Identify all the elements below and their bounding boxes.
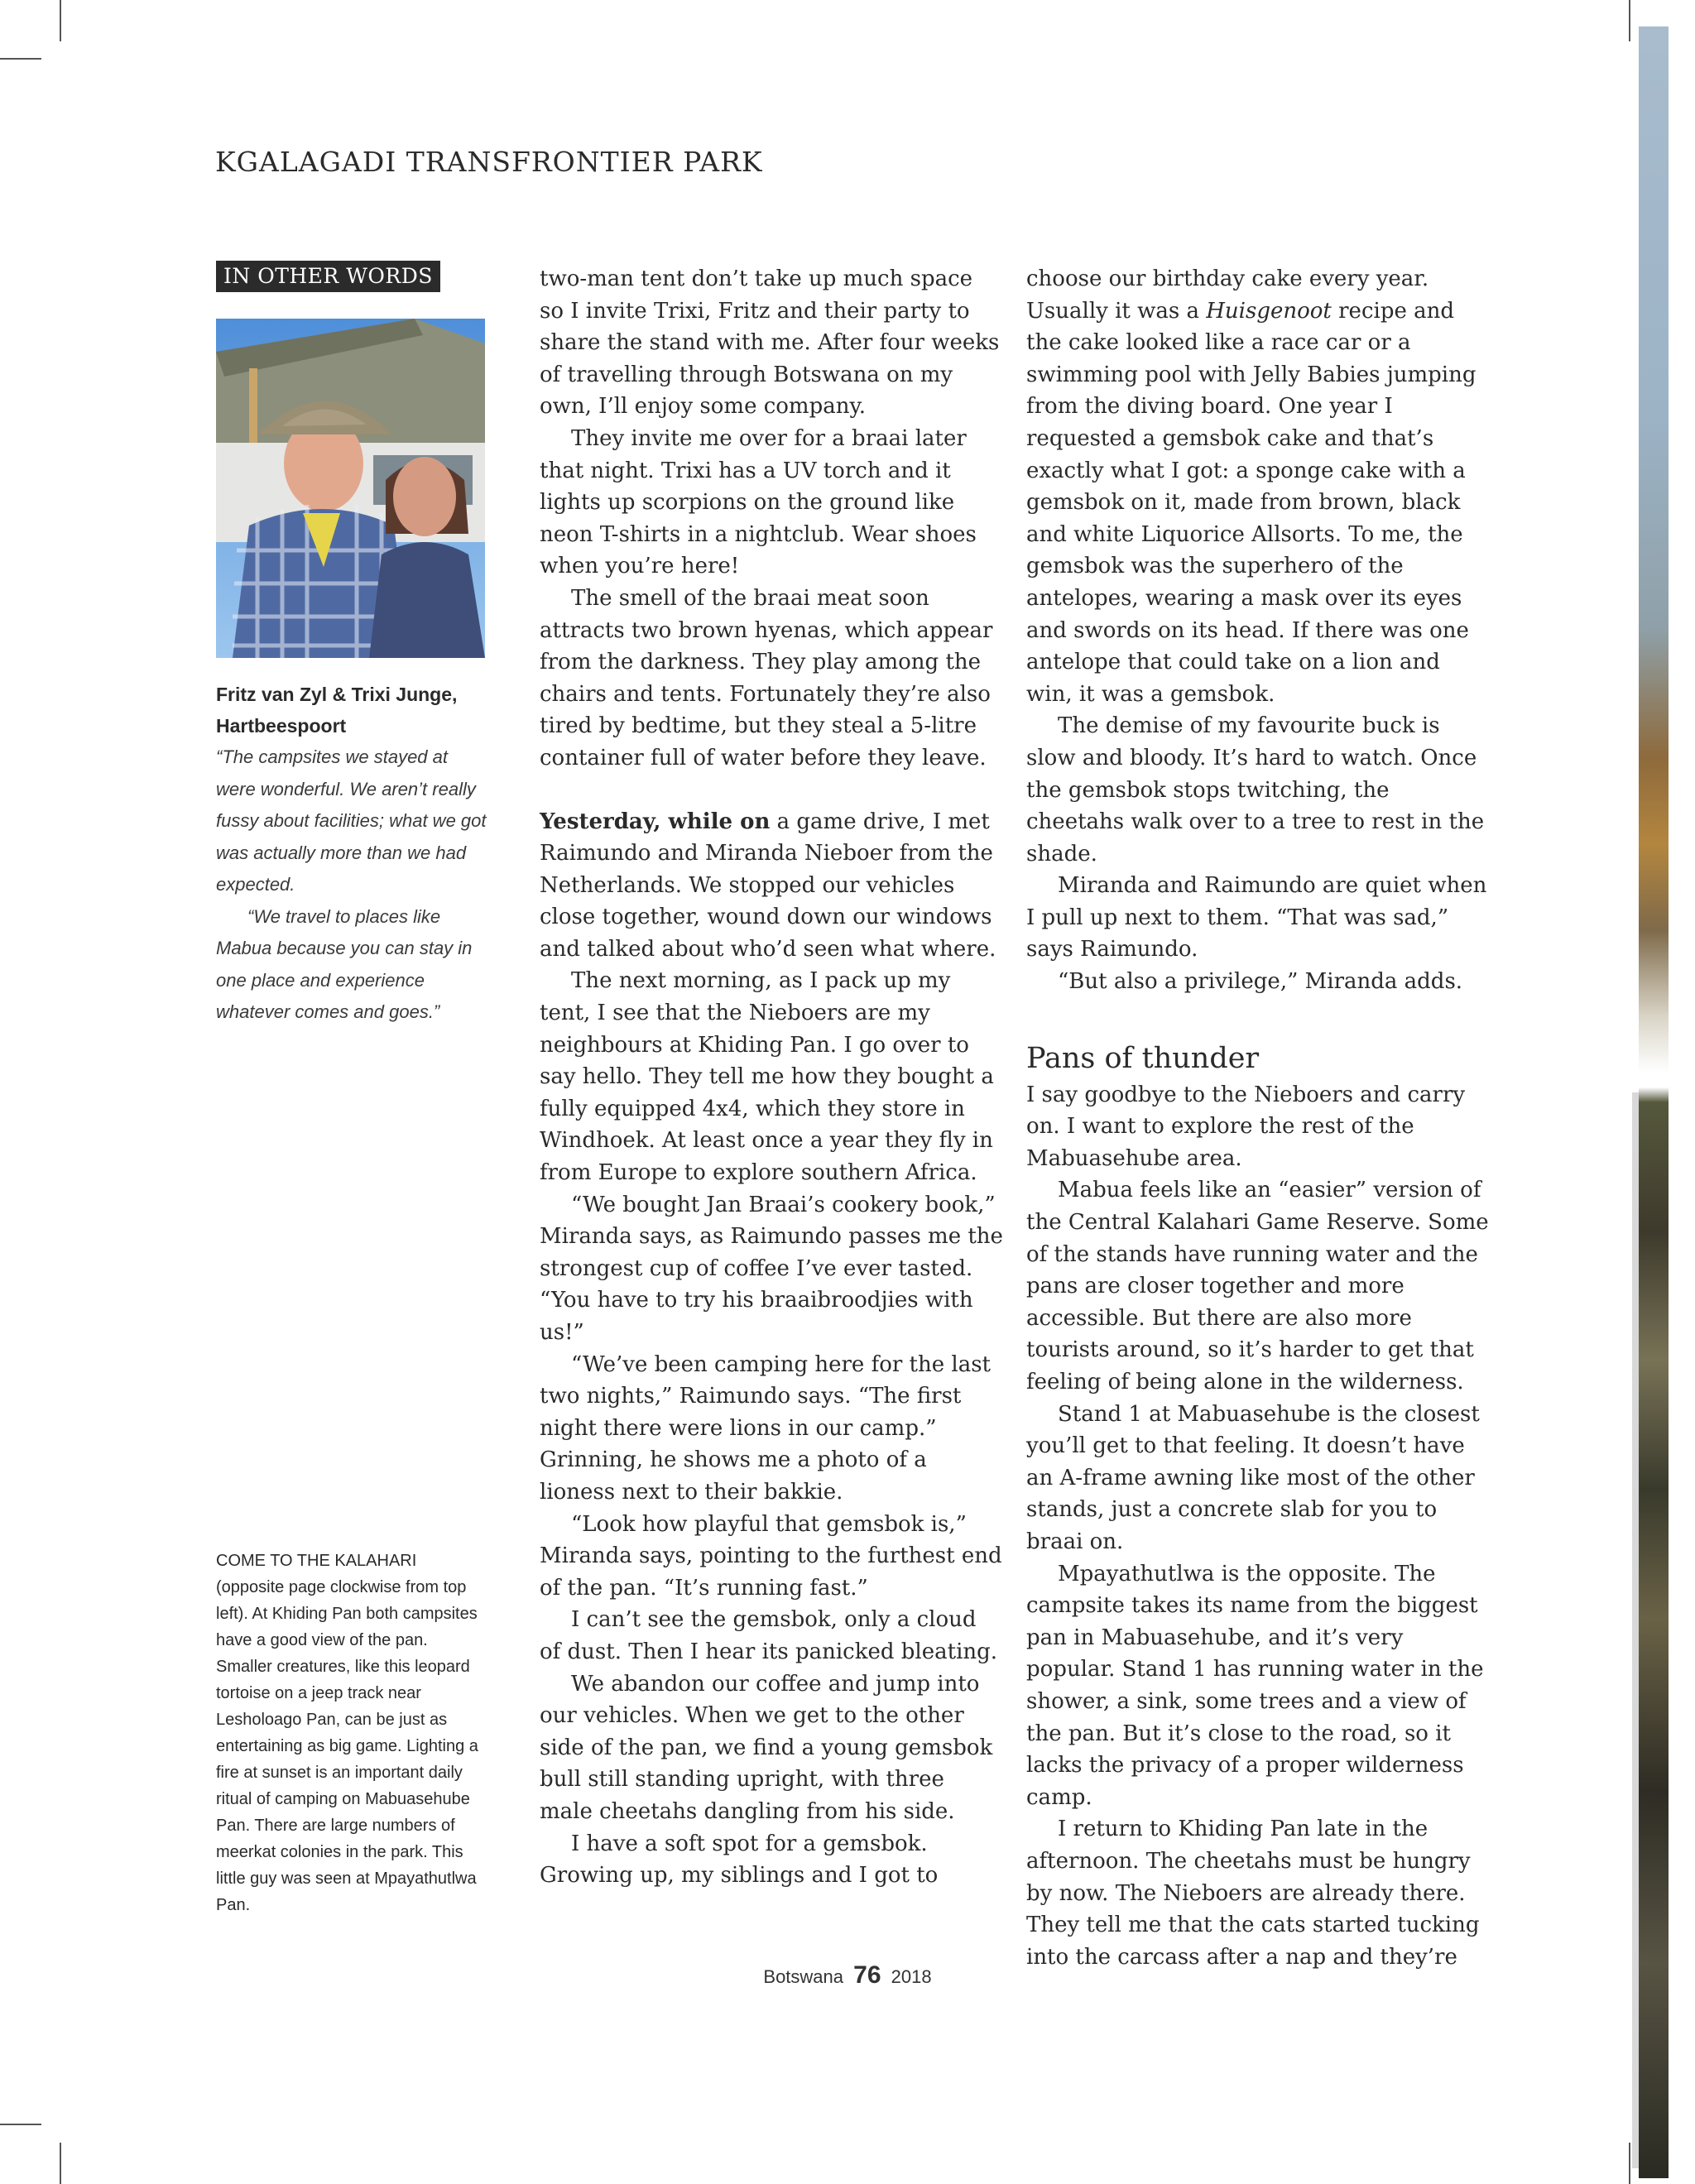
body-paragraph: I say goodbye to the Nieboers and carry on. I want to explore the rest of the Mabuasehube area. <box>1026 1082 1466 1171</box>
crop-mark <box>60 0 61 41</box>
body-paragraph: Mpayathutlwa is the opposite. The campsite takes its name from the biggest pan in Mabuasehube, and it’s very popular. Stand 1 has running water in the shower, a sink, some trees and a view of the pan. But it’s close to the road, so it lacks the privacy of a proper wilderness camp. <box>1026 1561 1484 1810</box>
page-footer <box>0 1961 1695 1990</box>
portrait-photo <box>216 319 485 658</box>
crop-mark <box>0 2124 41 2125</box>
section-subheading: Pans of thunder <box>1026 1041 1260 1075</box>
body-paragraph: The demise of my favourite buck is slow and bloody. It’s hard to watch. Once the gemsbok stops twitching, the cheetahs walk over to a tree to rest in the shade. <box>1026 713 1485 866</box>
body-text: a game drive, I met Raimundo and Miranda Nieboer from the Netherlands. We stopped our vehicles close together, wound down our windows and talked about who’d seen what where. <box>540 809 996 962</box>
crop-mark <box>0 58 41 60</box>
crop-mark <box>1629 2143 1630 2184</box>
interviewee-names: Fritz van Zyl & Trixi Junge, Hartbeespoort <box>216 684 458 737</box>
body-paragraph <box>540 806 1003 966</box>
publication-year: 2018 <box>891 1966 932 1987</box>
body-paragraph: The next morning, as I pack up my tent, I see that the Nieboers are my neighbours at Khiding Pan. I go over to say hello. They tell me how they bought a fully equipped 4x4, which they store in Windhoek. At least once a year they fly in from Europe to explore southern Africa. <box>540 968 994 1186</box>
body-paragraph <box>1026 263 1490 710</box>
body-paragraph: “Look how playful that gemsbok is,” Miranda says, pointing to the furthest end of the pan. “It’s running fast.” <box>540 1511 1002 1601</box>
body-paragraph: Mabua feels like an “easier” version of the Central Kalahari Game Reserve. Some of the stands have running water and the pans are closer together and more accessible. But there are also more tourists around, so it’s harder to get that feeling of being alone in the wilderness. <box>1026 1178 1489 1394</box>
sidebar-quote-paragraph: “We travel to places like Mabua because you can stay in one place and experience whatever comes and goes.” <box>216 905 473 1022</box>
body-paragraph: “But also a privilege,” Miranda adds. <box>1058 969 1463 995</box>
facing-page-photo-strip <box>1639 26 1669 2178</box>
body-paragraph: They invite me over for a braai later that night. Trixi has a UV torch and it lights up scorpions on the ground like neon T-shirts in a nightclub. Wear shoes when you’re here! <box>540 425 977 579</box>
body-paragraph: I can’t see the gemsbok, only a cloud of dust. Then I hear its panicked bleating. <box>540 1607 998 1664</box>
section-tag: IN OTHER WORDS <box>216 261 440 292</box>
body-paragraph: Stand 1 at Mabuasehube is the closest you’ll get to that feeling. It doesn’t have an A-frame awning like most of the other stands, just a concrete slab for you to braai on. <box>1026 1401 1480 1554</box>
magazine-title: Huisgenoot <box>1206 298 1332 324</box>
publication-name: Botswana <box>763 1966 844 1987</box>
body-text: choose our birthday cake every year. Usually it was a <box>1026 266 1429 324</box>
gutter-line <box>1632 1092 1639 2168</box>
crop-mark <box>1629 0 1630 41</box>
crop-mark <box>60 2143 61 2184</box>
body-paragraph: I have a soft spot for a gemsbok. Growing up, my siblings and I got to <box>540 1831 939 1889</box>
sidebar-quote <box>216 742 489 1029</box>
body-paragraph: two-man tent don’t take up much space so I invite Trixi, Fritz and their party to share the stand with me. After four weeks of travelling through Botswana on my own, I’ll enjoy some company. <box>540 266 1000 420</box>
page-number: 76 <box>853 1961 881 1989</box>
body-paragraph: Miranda and Raimundo are quiet when I pull up next to them. “That was sad,” says Raimundo. <box>1026 873 1487 962</box>
article-column-1 <box>540 263 1003 1892</box>
body-paragraph: “We bought Jan Braai’s cookery book,” Miranda says, as Raimundo passes me the strongest cup of coffee I’ve ever tasted. “You have to try his braaibroodjies with us!” <box>540 1192 1003 1345</box>
article-column-2 <box>1026 263 1490 1973</box>
running-head: KGALAGADI TRANSFRONTIER PARK <box>215 146 763 178</box>
body-text: recipe and the cake looked like a race car or a swimming pool with Jelly Babies jumping from the diving board. One year I requested a gemsbok cake and that’s exactly what I got: a sponge cake with a gemsbok on it, made from brown, black and white Liquorice Allsorts. To me, the gemsbok was the superhero of the antelopes, wearing a mask over its eyes and swords on its head. If there was one antelope that could take on a lion and win, it was a gemsbok. <box>1026 298 1477 707</box>
sidebar-quote-paragraph: “The campsites we stayed at were wonderful. We aren’t really fussy about facilities; what we got was actually more than we had expected. <box>216 746 487 895</box>
body-paragraph: We abandon our coffee and jump into our vehicles. When we get to the other side of the pan, we find a young gemsbok bull still standing upright, with three male cheetahs dangling from his side. <box>540 1671 993 1824</box>
body-paragraph: I return to Khiding Pan late in the afternoon. The cheetahs must be hungry by now. The Nieboers are already there. They tell me that the cats started tucking into the carcass after a nap and they’re <box>1026 1817 1480 1970</box>
lead-in: Yesterday, while on <box>540 809 771 834</box>
body-paragraph: The smell of the braai meat soon attracts two brown hyenas, which appear from the darkness. They play among the chairs and tents. Fortunately they’re also tired by bedtime, but they steal a 5-litre container full of water before they leave. <box>540 585 993 770</box>
photo-caption: COME TO THE KALAHARI (opposite page clockwise from top left). At Khiding Pan both campsites have a good view of the pan. Smaller creatures, like this leopard tortoise on a jeep track near Lesholoago Pan, can be just as entertaining as big game. Lighting a fire at sunset is an important daily ritual of camping on Mabuasehube Pan. There are large numbers of meerkat colonies in the park. This little guy was seen at Mpayathutlwa Pan. <box>216 1552 478 1914</box>
body-paragraph: “We’ve been camping here for the last two nights,” Raimundo says. “The first night there were lions in our camp.” Grinning, he shows me a photo of a lioness next to their bakkie. <box>540 1351 991 1505</box>
